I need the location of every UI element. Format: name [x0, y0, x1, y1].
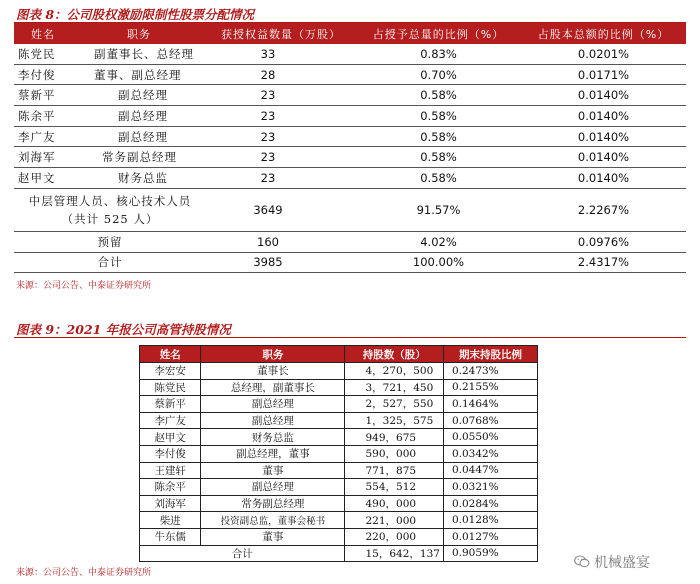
cell-name: 柴进 [140, 512, 201, 529]
cell-name: 李付俊 [140, 445, 201, 462]
figure9-title: 图表 9：2021 年报公司高管持股情况 [16, 322, 231, 337]
cell-shares: 33 [206, 44, 356, 64]
table-row [140, 462, 538, 479]
cell-pct: 0.9059% [443, 545, 537, 562]
middle-label-line2: （共计 525 人） [61, 211, 159, 226]
executive-holdings-table [139, 345, 538, 562]
cell-pct-total: 0.0201% [521, 44, 686, 64]
cell-role: 董事 [201, 528, 345, 545]
cell-role: 常务副总经理 [72, 147, 206, 168]
cell-name: 蔡新平 [140, 396, 201, 413]
table-row [14, 168, 686, 189]
cell-pct: 0.0127% [443, 528, 537, 545]
table-row-middle-management [14, 188, 686, 231]
cell-pct: 0.0128% [443, 512, 537, 529]
header-shares: 持股数（股） [345, 346, 443, 363]
cell-shares: 28 [206, 64, 356, 85]
cell-total-label: 合计 [140, 545, 345, 562]
cell-pct-grant: 100.00% [356, 252, 521, 273]
cell-name: 蔡新平 [14, 85, 72, 106]
cell-pct-total: 2.4317% [521, 252, 686, 273]
cell-name: 陈余平 [140, 479, 201, 496]
cell-shares: 771，875 [345, 462, 443, 479]
figure8-title: 图表 8：公司股权激励限制性股票分配情况 [16, 7, 255, 22]
cell-shares: 220，000 [345, 528, 443, 545]
cell-role: 常务副总经理 [201, 495, 345, 512]
cell-shares: 1，325，575 [345, 412, 443, 429]
cell-pct-grant: 0.83% [356, 44, 521, 64]
cell-shares: 23 [206, 85, 356, 106]
table-row [14, 147, 686, 168]
cell-pct-grant: 91.57% [356, 188, 521, 231]
table-row [140, 396, 538, 413]
cell-reserve-label: 预留 [14, 231, 206, 252]
cell-shares: 949，675 [345, 429, 443, 446]
cell-role: 财务总监 [72, 168, 206, 189]
wechat-icon [574, 555, 590, 568]
table-header-row [14, 23, 686, 44]
cell-pct: 0.0768% [443, 412, 537, 429]
cell-pct: 0.1464% [443, 396, 537, 413]
cell-role: 董事、副总经理 [72, 64, 206, 85]
cell-shares: 160 [206, 231, 356, 252]
cell-pct-total: 0.0976% [521, 231, 686, 252]
cell-shares: 23 [206, 126, 356, 147]
cell-role: 副总经理，董事 [201, 445, 345, 462]
cell-name: 陈党民 [14, 44, 72, 64]
cell-shares: 15，642，137 [345, 545, 443, 562]
cell-role: 副董事长、总经理 [72, 44, 206, 64]
cell-name: 刘海军 [140, 495, 201, 512]
cell-pct-total: 0.0140% [521, 85, 686, 106]
cell-shares: 3985 [206, 252, 356, 273]
cell-pct-grant: 0.58% [356, 147, 521, 168]
cell-shares: 590，000 [345, 445, 443, 462]
cell-total-label: 合计 [14, 252, 206, 273]
table-row [14, 44, 686, 64]
cell-pct-total: 0.0140% [521, 168, 686, 189]
cell-pct-grant: 0.58% [356, 126, 521, 147]
table-row [140, 412, 538, 429]
cell-pct: 0.0284% [443, 495, 537, 512]
figure9-title-rule [14, 337, 686, 338]
cell-role: 财务总监 [201, 429, 345, 446]
header-pct: 期末持股比例 [443, 346, 537, 363]
cell-shares: 3，721，450 [345, 379, 443, 396]
table-row [140, 429, 538, 446]
cell-name: 刘海军 [14, 147, 72, 168]
cell-role: 副总经理 [201, 479, 345, 496]
cell-pct: 0.0342% [443, 445, 537, 462]
table-row [140, 445, 538, 462]
cell-pct-grant: 0.58% [356, 106, 521, 127]
cell-name: 牛东儒 [140, 528, 201, 545]
cell-role: 副总经理 [201, 412, 345, 429]
cell-name: 李广友 [14, 126, 72, 147]
cell-role: 副总经理 [72, 126, 206, 147]
cell-name: 陈党民 [140, 379, 201, 396]
cell-shares: 4，270，500 [345, 363, 443, 380]
cell-name: 王建轩 [140, 462, 201, 479]
middle-label-line1: 中层管理人员、核心技术人员 [28, 193, 192, 208]
cell-shares: 23 [206, 168, 356, 189]
cell-shares: 490，000 [345, 495, 443, 512]
cell-role: 投资副总监，董事会秘书 [201, 512, 345, 529]
figure9-source: 来源：公司公告、中泰证券研究所 [16, 568, 152, 578]
cell-name: 赵甲文 [14, 168, 72, 189]
cell-shares: 23 [206, 147, 356, 168]
figure8-source: 来源：公司公告、中泰证券研究所 [16, 281, 152, 291]
table-row-total [14, 252, 686, 273]
cell-name: 陈余平 [14, 106, 72, 127]
table-row [140, 512, 538, 529]
cell-pct: 0.2155% [443, 379, 537, 396]
header-name: 姓名 [140, 346, 201, 363]
cell-name: 李付俊 [14, 64, 72, 85]
table-row [140, 479, 538, 496]
cell-pct-grant: 0.58% [356, 85, 521, 106]
table-row [14, 126, 686, 147]
header-role: 职务 [201, 346, 345, 363]
cell-pct-total: 2.2267% [521, 188, 686, 231]
cell-pct: 0.0321% [443, 479, 537, 496]
cell-pct: 0.0447% [443, 462, 537, 479]
cell-pct-total: 0.0140% [521, 106, 686, 127]
header-pct-grant: 占授予总量的比例（%） [356, 23, 521, 44]
watermark [574, 552, 650, 572]
cell-middle-label [14, 188, 206, 231]
table-row [140, 528, 538, 545]
cell-role: 总经理，副董事长 [201, 379, 345, 396]
header-shares: 获授权益数量（万股） [206, 23, 356, 44]
cell-shares: 23 [206, 106, 356, 127]
header-role: 职务 [72, 23, 206, 44]
table-row-total [140, 545, 538, 562]
incentive-allocation-table [14, 23, 686, 273]
table-row [14, 106, 686, 127]
header-name: 姓名 [14, 23, 72, 44]
cell-shares: 2，527，550 [345, 396, 443, 413]
table-row-reserve [14, 231, 686, 252]
cell-pct-grant: 4.02% [356, 231, 521, 252]
cell-role: 副总经理 [72, 85, 206, 106]
cell-shares: 554，512 [345, 479, 443, 496]
cell-shares: 221，000 [345, 512, 443, 529]
cell-pct: 0.2473% [443, 363, 537, 380]
table-row [140, 379, 538, 396]
cell-pct-total: 0.0171% [521, 64, 686, 85]
cell-name: 赵甲文 [140, 429, 201, 446]
cell-pct-total: 0.0140% [521, 126, 686, 147]
cell-name: 李宏安 [140, 363, 201, 380]
cell-pct-total: 0.0140% [521, 147, 686, 168]
cell-role: 副总经理 [201, 396, 345, 413]
table-row [14, 64, 686, 85]
cell-role: 副总经理 [72, 106, 206, 127]
cell-role: 董事长 [201, 363, 345, 380]
cell-pct: 0.0550% [443, 429, 537, 446]
cell-role: 董事 [201, 462, 345, 479]
watermark-text: 机械盛宴 [594, 555, 650, 571]
cell-name: 李广友 [140, 412, 201, 429]
table-row [140, 495, 538, 512]
table-row [140, 363, 538, 380]
table-header-row [140, 346, 538, 363]
cell-pct-grant: 0.70% [356, 64, 521, 85]
cell-pct-grant: 0.58% [356, 168, 521, 189]
table-row [14, 85, 686, 106]
header-pct-total: 占股本总额的比例（%） [521, 23, 686, 44]
cell-shares: 3649 [206, 188, 356, 231]
